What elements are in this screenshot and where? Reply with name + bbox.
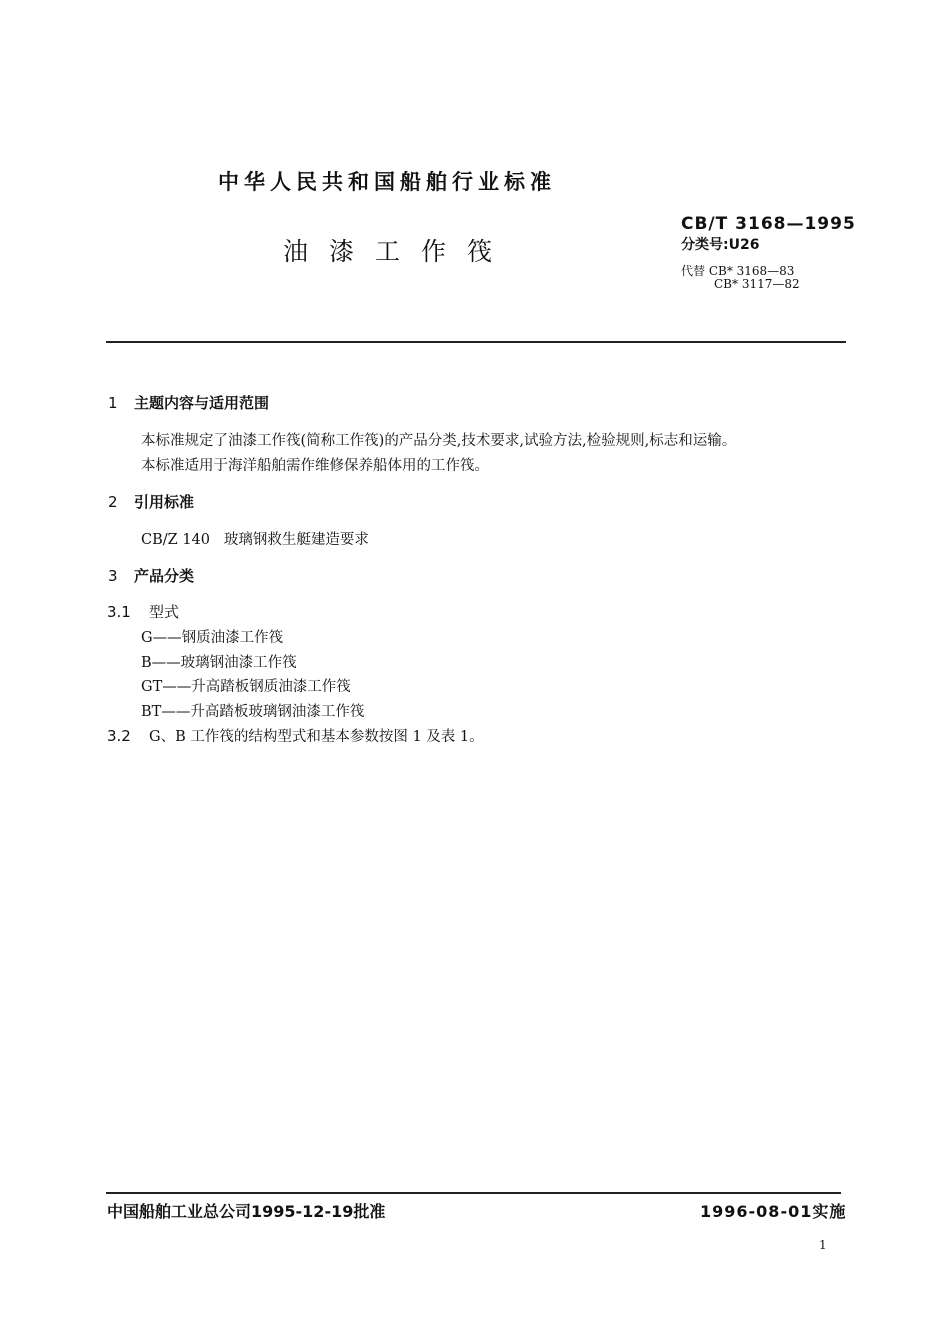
section-number: 1 — [108, 394, 118, 412]
section-title: 主题内容与适用范围 — [134, 394, 270, 412]
section-3-heading — [108, 565, 194, 586]
section-number: 2 — [108, 493, 118, 511]
type-item-bt: BT——升高踏板玻璃钢油漆工作筏 — [141, 704, 365, 720]
footer-divider — [106, 1192, 841, 1194]
section-title: 产品分类 — [134, 567, 195, 585]
classification-number: 分类号:U26 — [681, 237, 760, 253]
header-divider — [106, 341, 846, 343]
section-2-heading — [108, 491, 194, 512]
subsection-number: 3.1 — [107, 603, 131, 621]
type-item-g: G——钢质油漆工作筏 — [141, 630, 284, 646]
subsection-title: 型式 — [149, 603, 180, 621]
section-1-paragraph-1: 本标准规定了油漆工作筏(简称工作筏)的产品分类,技术要求,试验方法,检验规则,标志和运输。 — [141, 433, 737, 449]
type-item-b: B——玻璃钢油漆工作筏 — [141, 655, 297, 671]
replaces-line-1: 代替 CB* 3168—83 — [681, 264, 795, 278]
standard-code: CB/T 3168—1995 — [681, 214, 856, 234]
page-number: 1 — [819, 1238, 827, 1252]
approval-line: 中国船舶工业总公司1995-12-19批准 — [107, 1202, 386, 1221]
document-title: 油漆工作筏 — [283, 237, 514, 266]
replaces-line-2: CB* 3117—82 — [714, 277, 800, 291]
subsection-number: 3.2 — [107, 727, 131, 745]
type-item-gt: GT——升高踏板钢质油漆工作筏 — [141, 679, 351, 695]
subsection-3-2 — [107, 725, 484, 746]
section-title: 引用标准 — [134, 493, 195, 511]
section-number: 3 — [108, 567, 118, 585]
section-1-paragraph-2: 本标准适用于海洋船舶需作维修保养船体用的工作筏。 — [141, 458, 489, 474]
subsection-text: G、B 工作筏的结构型式和基本参数按图 1 及表 1。 — [149, 729, 484, 745]
standard-category: 中华人民共和国船舶行业标准 — [218, 170, 556, 194]
reference-standard: CB/Z 140 玻璃钢救生艇建造要求 — [141, 532, 369, 548]
implementation-date: 1996-08-01实施 — [700, 1202, 847, 1221]
subsection-3-1-heading — [107, 601, 179, 622]
section-1-heading — [108, 392, 269, 413]
